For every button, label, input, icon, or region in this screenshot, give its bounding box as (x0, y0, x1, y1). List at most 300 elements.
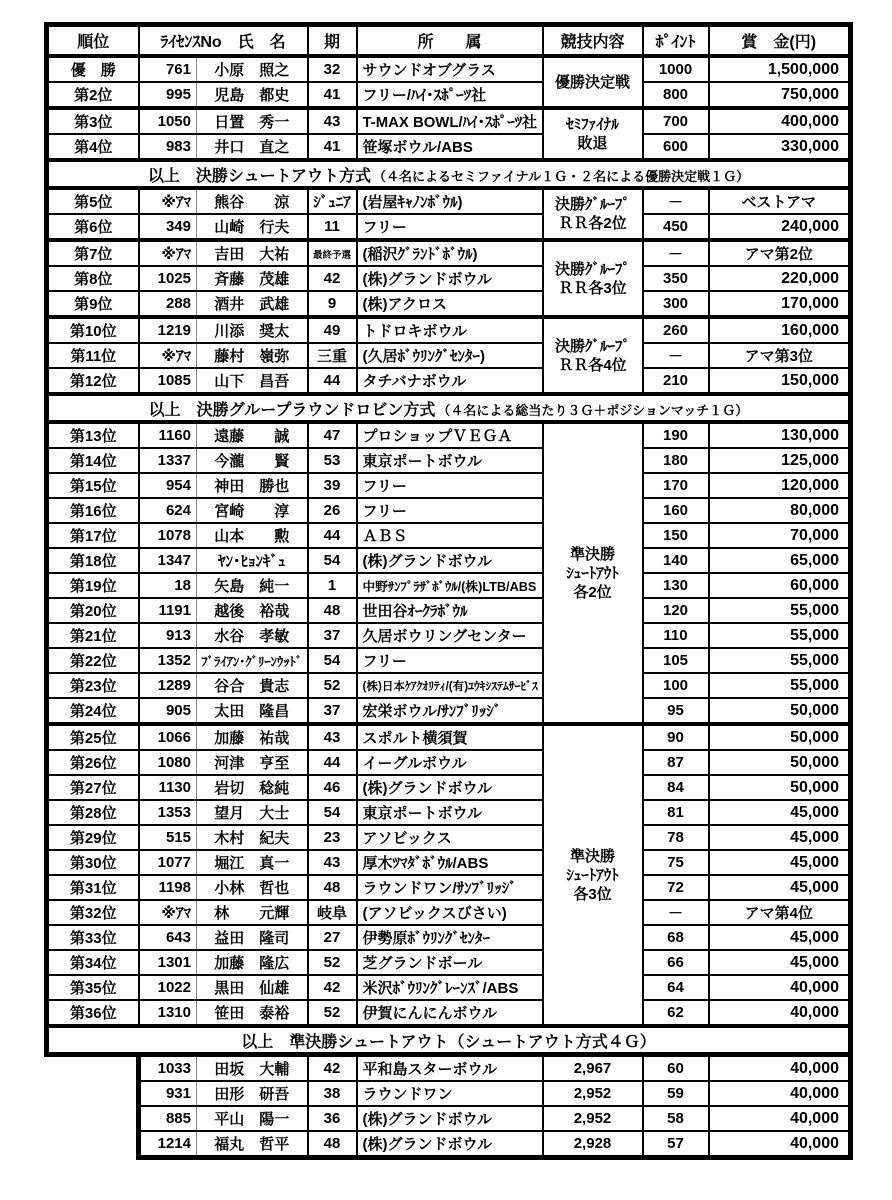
period-cell (308, 548, 357, 573)
name-cell-text: 岩切 稔純 (214, 780, 290, 797)
rank-cell (47, 775, 139, 800)
prize-cell-text: 70,000 (790, 526, 839, 544)
rank-cell-text: 第9位 (74, 296, 113, 313)
license-cell (139, 291, 197, 317)
prize-cell-text: 40,000 (790, 1084, 839, 1102)
period-cell-text: 54 (323, 804, 341, 821)
rank-cell (47, 266, 139, 291)
affiliation-cell-text: 世田谷ｵｰｸﾗﾎﾞｳﾙ (362, 603, 468, 620)
result-row (47, 598, 851, 623)
license-cell (139, 800, 197, 825)
result-row (47, 825, 851, 850)
prize-cell (709, 317, 851, 343)
prize-cell-text: 50,000 (790, 728, 839, 746)
period-cell-text: 39 (323, 477, 341, 494)
name-cell-text: 山崎 行夫 (214, 219, 290, 236)
rank-cell (47, 623, 139, 648)
license-cell (139, 548, 197, 573)
name-cell (197, 623, 308, 648)
license-cell-text: 1352 (157, 652, 191, 669)
result-row (47, 800, 851, 825)
affiliation-cell-text: 米沢ﾎﾞｳﾘﾝｸﾞﾚｰﾝｽﾞ/ABS (362, 980, 519, 997)
rank-cell-text: 第2位 (74, 87, 113, 104)
period-cell-text: 43 (323, 854, 341, 871)
result-row (47, 875, 851, 900)
license-cell (139, 648, 197, 673)
affiliation-cell (357, 1000, 543, 1026)
prize-cell (709, 598, 851, 623)
name-cell (197, 317, 308, 343)
prize-cell-text: 220,000 (781, 269, 839, 287)
period-cell-text: 46 (323, 779, 341, 796)
license-cell-text: 1310 (157, 1004, 191, 1021)
prize-cell-text: 40,000 (790, 978, 839, 996)
period-cell (308, 775, 357, 800)
name-cell (197, 548, 308, 573)
result-row (47, 900, 851, 925)
affiliation-cell-text: 中野ｻﾝﾌﾟﾗｻﾞﾎﾞｳﾙ/(株)LTB/ABS (362, 580, 537, 594)
affiliation-cell (357, 648, 543, 673)
points-cell (643, 1106, 709, 1131)
points-cell-text: 60 (667, 1060, 684, 1077)
prize-cell-text: 55,000 (790, 626, 839, 644)
affiliation-cell (357, 317, 543, 343)
table-header (47, 25, 851, 57)
license-cell-text: 1353 (157, 804, 191, 821)
prize-cell (709, 473, 851, 498)
license-cell-text: 643 (165, 929, 191, 946)
period-cell-text: 27 (323, 929, 341, 946)
points-cell-text: 90 (667, 729, 684, 746)
affiliation-cell-text: 平和島スターボウル (362, 1061, 498, 1078)
prize-cell (709, 673, 851, 698)
score-cell (543, 1106, 643, 1131)
result-row (47, 343, 851, 368)
prize-cell-text: 60,000 (790, 576, 839, 594)
license-cell (139, 623, 197, 648)
prize-cell-text: アマ第3位 (744, 348, 813, 365)
affiliation-cell-text: ＡＢＳ (362, 528, 408, 545)
points-cell (643, 317, 709, 343)
affiliation-cell (357, 950, 543, 975)
section-note (47, 394, 851, 422)
name-cell (197, 343, 308, 368)
period-cell-text: 54 (323, 552, 341, 569)
rank-cell (47, 214, 139, 240)
points-cell (643, 800, 709, 825)
period-cell-text: 43 (323, 113, 341, 130)
license-cell-text: 288 (165, 295, 191, 312)
affiliation-cell-text: プロショップＶＥＧＡ (362, 428, 513, 445)
rank-cell (47, 950, 139, 975)
period-cell-text: 48 (323, 602, 341, 619)
category-line-text: ＲＲ各3位 (558, 279, 627, 297)
prize-cell (709, 573, 851, 598)
name-cell-text: 望月 大士 (214, 805, 290, 822)
points-cell-text: 180 (662, 452, 689, 469)
license-cell-text: 1085 (157, 372, 191, 389)
result-row (47, 473, 851, 498)
name-cell-text: 吉田 大祐 (214, 246, 290, 263)
points-cell (643, 850, 709, 875)
name-cell-text: 山本 勲 (214, 528, 290, 545)
period-cell (308, 850, 357, 875)
prize-cell (709, 82, 851, 108)
prize-cell-text: 45,000 (790, 828, 839, 846)
license-cell-text: 1214 (157, 1135, 191, 1152)
name-cell (197, 698, 308, 724)
points-cell-text: 81 (667, 804, 684, 821)
points-cell (643, 343, 709, 368)
section-note-row (47, 160, 851, 188)
license-cell (139, 473, 197, 498)
name-cell-text: 田坂 大輔 (214, 1061, 290, 1078)
license-cell (139, 925, 197, 950)
affiliation-cell-text: サウンドオブグラス (362, 62, 496, 79)
license-cell-text: ※ｱﾏ (161, 246, 191, 263)
affiliation-cell-text: ラウンドワン/ｻﾝﾌﾞﾘｯｼﾞ (362, 880, 517, 897)
affiliation-cell (357, 925, 543, 950)
points-cell (643, 573, 709, 598)
points-cell (643, 698, 709, 724)
points-cell-text: 57 (667, 1135, 684, 1152)
score-cell-text: 2,928 (573, 1135, 612, 1152)
period-cell-text: 49 (323, 322, 341, 339)
result-row (47, 266, 851, 291)
period-cell (308, 214, 357, 240)
period-cell (308, 448, 357, 473)
points-cell-text: － (667, 194, 683, 211)
rank-cell (47, 850, 139, 875)
prize-cell-text: 40,000 (790, 1003, 839, 1021)
rank-cell (47, 473, 139, 498)
result-row (47, 648, 851, 673)
license-cell-text: 1130 (158, 779, 191, 796)
points-cell-text: 160 (662, 502, 689, 519)
points-cell (643, 188, 709, 214)
period-cell-text: 53 (323, 452, 341, 469)
license-cell (139, 343, 197, 368)
rank-cell (47, 422, 139, 448)
name-cell (197, 82, 308, 108)
affiliation-cell-text: 厚木ﾂﾏﾀﾞﾎﾞｳﾙ/ABS (362, 855, 489, 872)
period-cell (308, 1081, 357, 1106)
affiliation-cell (357, 368, 543, 394)
result-row (47, 56, 851, 82)
prize-cell-text: 125,000 (781, 451, 839, 469)
affiliation-cell (357, 1131, 543, 1158)
header-points (643, 25, 709, 57)
license-cell-text: 1337 (157, 452, 191, 469)
license-cell (139, 214, 197, 240)
result-row (47, 673, 851, 698)
name-cell (197, 291, 308, 317)
license-cell (139, 240, 197, 266)
license-cell-text: 1301 (157, 954, 191, 971)
license-cell-text: 995 (165, 86, 191, 103)
license-cell-text: 1078 (157, 527, 191, 544)
header-points-text: ﾎﾟｲﾝﾄ (655, 34, 696, 51)
header-rank (47, 25, 139, 57)
period-cell-text: 三重 (316, 348, 347, 365)
prize-cell (709, 188, 851, 214)
period-cell-text: 1 (327, 577, 337, 594)
name-cell (197, 240, 308, 266)
name-cell-text: 太田 隆昌 (214, 703, 290, 720)
affiliation-cell-text: タチバナボウル (362, 373, 467, 390)
affiliation-cell-text: アソビックス (362, 830, 452, 847)
license-cell-text: 1080 (157, 754, 191, 771)
header-affiliation (357, 25, 543, 57)
name-cell (197, 56, 308, 82)
prize-cell (709, 825, 851, 850)
license-cell-text: 1022 (157, 979, 191, 996)
category-line-text: 準決勝 (569, 847, 615, 865)
affiliation-cell (357, 291, 543, 317)
license-cell-text: 1050 (157, 113, 191, 130)
period-cell-text: 32 (323, 61, 341, 78)
points-cell (643, 56, 709, 82)
rank-cell-text: 第20位 (69, 603, 117, 620)
points-cell (643, 925, 709, 950)
name-cell-text: 宮崎 淳 (214, 503, 290, 520)
points-cell-text: 105 (662, 652, 689, 669)
rank-cell (47, 900, 139, 925)
prize-cell-text: 1,500,000 (767, 60, 839, 78)
category-cell (543, 724, 643, 1026)
affiliation-cell-text: (株)グランドボウル (362, 271, 493, 288)
period-cell-text: 44 (323, 527, 341, 544)
points-cell (643, 1000, 709, 1026)
rank-cell-text: 第10位 (69, 323, 117, 340)
affiliation-cell (357, 975, 543, 1000)
prize-cell (709, 724, 851, 750)
rank-cell (47, 673, 139, 698)
affiliation-cell-text: (岩屋ｷｬﾉﾝﾎﾞｳﾙ) (362, 194, 463, 211)
name-cell-text: 今瀧 賢 (214, 453, 290, 470)
points-cell-text: 95 (667, 702, 684, 719)
category-cell (543, 317, 643, 394)
result-row (47, 975, 851, 1000)
period-cell (308, 240, 357, 266)
points-cell-text: 210 (662, 372, 689, 389)
affiliation-cell-text: 笹塚ボウル/ABS (362, 139, 473, 156)
license-cell-text: 905 (165, 702, 191, 719)
blank-cell (47, 1081, 139, 1106)
result-row (47, 108, 851, 134)
name-cell (197, 875, 308, 900)
rank-cell-text: 第25位 (69, 730, 117, 747)
points-cell (643, 950, 709, 975)
rank-cell-text: 第23位 (69, 678, 117, 695)
rank-cell (47, 750, 139, 775)
prize-cell (709, 900, 851, 925)
header-affiliation-text: 所 属 (417, 34, 482, 51)
results-table (44, 22, 853, 1160)
license-cell-text: 1347 (157, 552, 191, 569)
license-cell-text: 1160 (158, 427, 191, 444)
name-cell-text: 遠藤 誠 (214, 428, 290, 445)
name-cell (197, 673, 308, 698)
points-cell (643, 498, 709, 523)
results-table-body (47, 56, 851, 1158)
result-row (47, 498, 851, 523)
affiliation-cell-text: トドロキボウル (362, 323, 468, 340)
name-cell-text: 平山 陽一 (214, 1111, 290, 1128)
name-cell (197, 900, 308, 925)
prize-cell-text: 45,000 (790, 953, 839, 971)
name-cell (197, 214, 308, 240)
category-line-text: 各3位 (573, 885, 612, 903)
name-cell (197, 925, 308, 950)
name-cell-text: 井口 直之 (214, 139, 290, 156)
name-cell (197, 498, 308, 523)
points-cell-text: 87 (667, 754, 684, 771)
license-cell (139, 775, 197, 800)
result-row (47, 214, 851, 240)
affiliation-cell (357, 1081, 543, 1106)
period-cell (308, 266, 357, 291)
prize-cell-text: 240,000 (781, 217, 839, 235)
rank-cell-text: 第3位 (74, 114, 113, 131)
points-cell (643, 134, 709, 160)
rank-cell-text: 第22位 (69, 653, 117, 670)
points-cell-text: 72 (667, 879, 684, 896)
rank-cell (47, 188, 139, 214)
name-cell-text: 堀江 真一 (214, 855, 290, 872)
score-cell-text: 2,952 (573, 1110, 612, 1127)
name-cell (197, 422, 308, 448)
period-cell-text: 43 (323, 729, 341, 746)
rank-cell-text: 第11位 (70, 348, 117, 365)
affiliation-cell (357, 523, 543, 548)
prize-cell-text: 120,000 (781, 476, 839, 494)
points-cell (643, 214, 709, 240)
section-note-sub-text: （４名による総当たり３Ｇ＋ポジションマッチ１Ｇ） (437, 402, 749, 418)
license-cell (139, 1000, 197, 1026)
affiliation-cell-text: 伊勢原ﾎﾞｳﾘﾝｸﾞｾﾝﾀｰ (362, 930, 491, 947)
rank-cell-text: 第31位 (69, 880, 117, 897)
prize-cell (709, 975, 851, 1000)
affiliation-cell-text: (株)グランドボウル (362, 1111, 493, 1128)
category-line-text: ｾﾐﾌｧｲﾅﾙ (566, 116, 619, 133)
period-cell-text: 37 (323, 627, 341, 644)
points-cell (643, 623, 709, 648)
license-cell-text: 1289 (157, 677, 191, 694)
license-cell-text: ※ｱﾏ (161, 194, 191, 211)
points-cell (643, 108, 709, 134)
name-cell (197, 188, 308, 214)
prize-cell-text: 130,000 (781, 426, 839, 444)
rank-cell (47, 698, 139, 724)
points-cell (643, 775, 709, 800)
points-cell-text: 58 (667, 1110, 684, 1127)
period-cell-text: 48 (323, 879, 341, 896)
header-prize (709, 25, 851, 57)
period-cell (308, 698, 357, 724)
points-cell-text: 140 (662, 552, 689, 569)
name-cell-text: 加藤 隆広 (214, 955, 290, 972)
points-cell (643, 673, 709, 698)
section-note-main-text: 以上 決勝シュートアウト方式 (147, 167, 372, 185)
affiliation-cell (357, 573, 543, 598)
category-line-text: 決勝ｸﾞﾙｰﾌﾟ (554, 196, 630, 213)
affiliation-cell-text: スポルト横須賀 (362, 730, 468, 747)
prize-cell (709, 548, 851, 573)
prize-cell-text: 45,000 (790, 853, 839, 871)
result-row (47, 950, 851, 975)
affiliation-cell (357, 498, 543, 523)
affiliation-cell (357, 188, 543, 214)
name-cell-text: 川添 奨太 (214, 323, 290, 340)
name-cell-text: 熊谷 涼 (214, 194, 290, 211)
period-cell (308, 750, 357, 775)
points-cell (643, 724, 709, 750)
points-cell-text: 84 (667, 779, 684, 796)
rank-cell-text: 第24位 (69, 703, 117, 720)
section-note-main-text: 以上 決勝グループラウンドロビン方式 (148, 401, 436, 419)
license-cell (139, 368, 197, 394)
name-cell-text: 藤村 嶺弥 (214, 348, 290, 365)
category-line-text: ｼｭｰﾄｱｳﾄ (566, 564, 619, 582)
score-cell-text: 2,952 (573, 1085, 612, 1102)
points-cell (643, 240, 709, 266)
affiliation-cell-text: 伊賀にんにんボウル (362, 1005, 498, 1022)
period-cell (308, 800, 357, 825)
rank-cell (47, 56, 139, 82)
affiliation-cell (357, 422, 543, 448)
period-cell-text: 最終予選 (312, 250, 351, 261)
result-row (47, 548, 851, 573)
period-cell-text: 11 (324, 218, 340, 235)
prize-cell-text: 50,000 (790, 753, 839, 771)
period-cell-text: 47 (323, 427, 341, 444)
prize-cell (709, 750, 851, 775)
qualifier-row (47, 1106, 851, 1131)
license-cell-text: 1066 (157, 729, 191, 746)
section-note (47, 160, 851, 188)
period-cell (308, 188, 357, 214)
prize-cell (709, 1106, 851, 1131)
points-cell-text: 120 (662, 602, 689, 619)
name-cell-text: 酒井 武雄 (214, 296, 290, 313)
license-cell-text: 349 (165, 218, 191, 235)
rank-cell (47, 108, 139, 134)
affiliation-cell (357, 623, 543, 648)
name-cell-text: 木村 紀夫 (214, 830, 290, 847)
name-cell-text: 田形 研吾 (214, 1086, 290, 1103)
license-cell-text: 1077 (157, 854, 191, 871)
rank-cell (47, 317, 139, 343)
rank-cell (47, 498, 139, 523)
affiliation-cell (357, 900, 543, 925)
name-cell-text: 谷合 貴志 (214, 678, 290, 695)
section-note (47, 1026, 851, 1055)
rank-cell (47, 368, 139, 394)
license-cell-text: 931 (165, 1085, 191, 1102)
license-cell (139, 188, 197, 214)
prize-cell (709, 925, 851, 950)
points-cell-text: 110 (663, 627, 688, 644)
rank-cell (47, 82, 139, 108)
result-row (47, 573, 851, 598)
period-cell-text: 41 (323, 86, 341, 103)
affiliation-cell (357, 800, 543, 825)
affiliation-cell-text: (株)日本ｹｱｸｵﾘﾃｨ/(有)ﾕｳｷｼｽﾃﾑｻｰﾋﾞｽ (362, 680, 538, 693)
name-cell-text: 神田 勝也 (214, 478, 290, 495)
license-cell (139, 950, 197, 975)
rank-cell (47, 134, 139, 160)
